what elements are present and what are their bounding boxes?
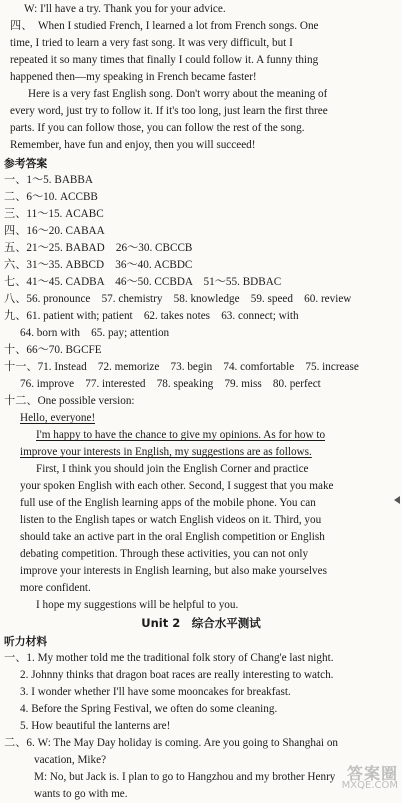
listening-line: 4. Before the Spring Festival, we often do some cleaning. [20,703,278,715]
answer-line: 四、16～20. CABAA [4,225,105,237]
watermark-logo [334,764,398,800]
essay-line: I hope my suggestions will be helpful to you. [36,599,239,611]
essay-line: more confident. [20,582,91,594]
margin-arrow-icon [394,496,400,504]
passage-line: happened then—my speaking in French became faster! [10,71,257,83]
answers-heading: 参考答案 [4,157,48,170]
answer-line: 七、41～45. CADBA 46～50. CCBDA 51～55. BDBAC [4,276,282,288]
passage-line: Here is a very fast English song. Don't worry about the meaning of [28,88,328,100]
answer-line: 十一、71. Instead 72. memorize 73. begin 74. comfortable 75. increase [4,361,359,373]
listening-line: 5. How beautiful the lanterns are! [20,720,171,732]
answer-line: 76. improve 77. interested 78. speaking 79. miss 80. perfect [20,378,321,390]
answer-line: 六、31～35. ABBCD 36～40. ACBDC [4,259,193,271]
essay-line: I'm happy to have the chance to give my opinions. As for how to [36,429,326,441]
essay-line: full use of the English learning apps of the mobile phone. You can [20,497,316,509]
essay-greeting: Hello, everyone! [20,412,96,424]
listening-line: 二、6. W: The May Day holiday is coming. Are you going to Shanghai on [4,737,339,749]
essay-line: should take an active part in the oral English competition or English [20,531,325,543]
answer-line: 三、11～15. ACABC [4,208,104,220]
answer-line: 一、1～5. BABBA [4,174,93,186]
listening-line: M: No, but Jack is. I plan to go to Hangzhou and my brother Henry [34,771,336,783]
answer-line: 十、66～70. BGCFE [4,344,102,356]
listening-line: 3. I wonder whether I'll have some mooncakes for breakfast. [20,686,291,698]
answer-line: 八、56. pronounce 57. chemistry 58. knowledge 59. speed 60. review [4,293,352,305]
answer-line: 二、6～10. ACCBB [4,191,98,203]
passage-line: time, I tried to learn a very fast song. It was very difficult, but I [10,37,293,49]
listening-heading: 听力材料 [4,635,48,648]
unit-title: Unit 2 综合水平测试 [141,616,261,630]
listening-line: 2. Johnny thinks that dragon boat races are really interesting to watch. [20,669,334,681]
listening-line: 一、1. My mother told me the traditional folk story of Chang'e last night. [4,652,334,664]
essay-line: debating competition. Through these activities, you can not only [20,548,309,560]
listening-line: vacation, Mike? [34,754,107,766]
answer-line: 九、61. patient with; patient 62. takes notes 63. connect; with [4,310,299,322]
answer-line: 64. born with 65. pay; attention [20,327,170,339]
essay-line: First, I think you should join the English Corner and practice [36,463,309,475]
essay-line: listen to the English tapes or watch English videos on it. Third, you [20,514,322,526]
answer-line: 五、21～25. BABAD 26～30. CBCCB [4,242,193,254]
passage-line: 四、 When I studied French, I learned a lot from French songs. One [10,20,319,32]
passage-line: parts. If you can follow those, you can follow the rest of the song. [10,122,305,134]
essay-line: improve your interests in English learning, but also make yourselves [20,565,327,577]
answer-line: 十二、One possible version: [4,395,135,407]
passage-line: every word, just try to follow it. If it's too long, just learn the first three [10,105,328,117]
watermark-top: 答案圈 [346,764,398,783]
listening-line: wants to go with me. [34,788,128,800]
passage-line: W: I'll have a try. Thank you for your advice. [24,3,226,15]
watermark-bottom: MXQE.COM [341,780,398,791]
passage-line: Remember, have fun and enjoy, then you will succeed! [10,139,256,151]
essay-line: improve your interests in English, my suggestions are as follows. [20,446,312,458]
passage-line: repeated it so many times that finally I could follow it. A funny thing [10,54,319,66]
essay-line: your spoken English with each other. Second, I suggest that you make [20,480,334,492]
